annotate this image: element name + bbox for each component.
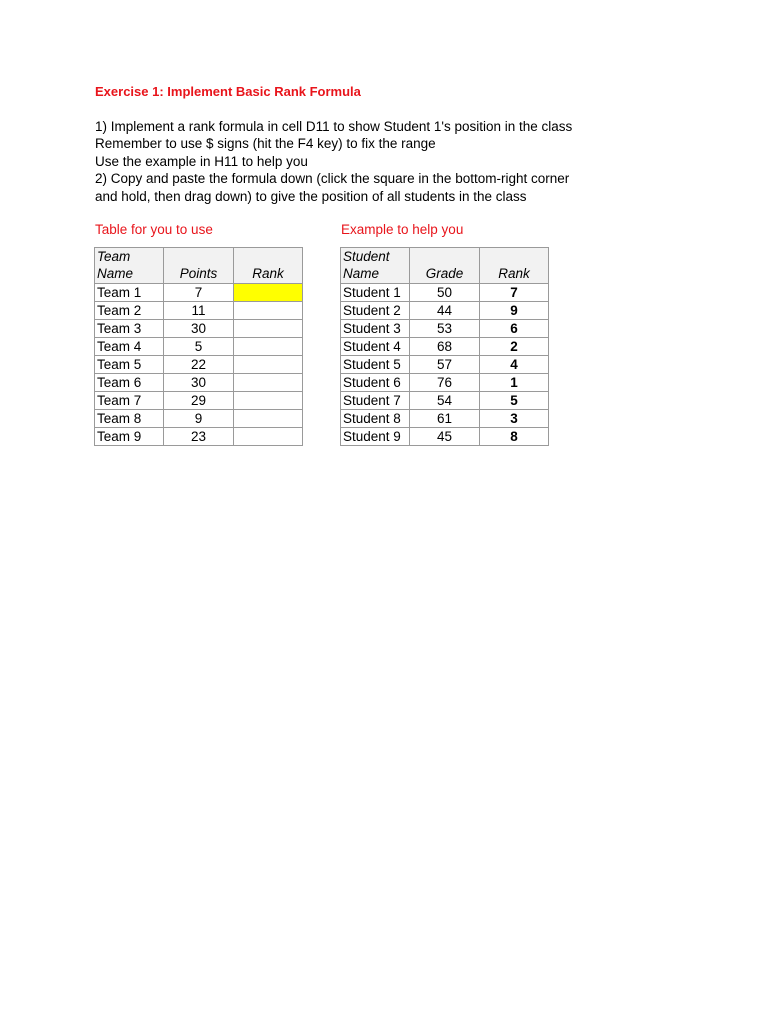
rank-cell[interactable]: 4 xyxy=(480,356,549,374)
instruction-line: 2) Copy and paste the formula down (click the square in the bottom-right corner xyxy=(95,171,570,187)
example-table-header-row xyxy=(341,248,549,284)
points-cell[interactable]: 29 xyxy=(164,392,234,410)
name-cell[interactable]: Team 4 xyxy=(95,338,164,356)
name-cell[interactable]: Team 2 xyxy=(95,302,164,320)
student-name-header[interactable]: Student Name xyxy=(341,248,410,284)
team-row xyxy=(95,320,303,338)
name-cell[interactable]: Team 1 xyxy=(95,284,164,302)
name-cell[interactable]: Student 9 xyxy=(341,428,410,446)
team-row xyxy=(95,338,303,356)
instructions xyxy=(95,118,572,205)
rank-cell[interactable] xyxy=(234,356,303,374)
team-row xyxy=(95,356,303,374)
grade-cell[interactable]: 50 xyxy=(410,284,480,302)
rank-cell[interactable]: 6 xyxy=(480,320,549,338)
team-row xyxy=(95,284,303,302)
points-cell[interactable]: 9 xyxy=(164,410,234,428)
rank-cell[interactable]: 5 xyxy=(480,392,549,410)
student-row xyxy=(341,374,549,392)
grade-header[interactable]: Grade xyxy=(410,248,480,284)
team-rank-header[interactable]: Rank xyxy=(234,248,303,284)
points-header[interactable]: Points xyxy=(164,248,234,284)
example-table-caption: Example to help you xyxy=(341,222,464,237)
rank-cell[interactable]: 8 xyxy=(480,428,549,446)
grade-cell[interactable]: 45 xyxy=(410,428,480,446)
grade-cell[interactable]: 54 xyxy=(410,392,480,410)
rank-cell[interactable] xyxy=(234,374,303,392)
name-cell[interactable]: Team 6 xyxy=(95,374,164,392)
points-cell[interactable]: 5 xyxy=(164,338,234,356)
instruction-line: and hold, then drag down) to give the position of all students in the class xyxy=(95,188,527,204)
name-cell[interactable]: Student 4 xyxy=(341,338,410,356)
rank-cell[interactable] xyxy=(234,302,303,320)
instruction-line: Remember to use $ signs (hit the F4 key) to fix the range xyxy=(95,136,436,152)
name-cell[interactable]: Student 7 xyxy=(341,392,410,410)
rank-cell[interactable]: 7 xyxy=(480,284,549,302)
student-row xyxy=(341,410,549,428)
instruction-line: 1) Implement a rank formula in cell D11 to show Student 1's position in the class xyxy=(95,119,573,134)
grade-cell[interactable]: 44 xyxy=(410,302,480,320)
name-cell[interactable]: Team 8 xyxy=(95,410,164,428)
student-row xyxy=(341,428,549,446)
rank-cell[interactable] xyxy=(234,428,303,446)
name-cell[interactable]: Team 5 xyxy=(95,356,164,374)
rank-cell[interactable]: 1 xyxy=(480,374,549,392)
name-cell[interactable]: Student 6 xyxy=(341,374,410,392)
name-cell[interactable]: Team 7 xyxy=(95,392,164,410)
rank-cell[interactable] xyxy=(234,338,303,356)
team-row xyxy=(95,392,303,410)
name-cell[interactable]: Student 1 xyxy=(341,284,410,302)
exercise-title: Exercise 1: Implement Basic Rank Formula xyxy=(95,84,361,99)
example-table xyxy=(340,247,549,446)
grade-cell[interactable]: 61 xyxy=(410,410,480,428)
student-row xyxy=(341,302,549,320)
team-row xyxy=(95,302,303,320)
points-cell[interactable]: 11 xyxy=(164,302,234,320)
student-row xyxy=(341,320,549,338)
points-cell[interactable]: 30 xyxy=(164,320,234,338)
name-cell[interactable]: Team 3 xyxy=(95,320,164,338)
name-cell[interactable]: Student 2 xyxy=(341,302,410,320)
grade-cell[interactable]: 57 xyxy=(410,356,480,374)
rank-cell[interactable] xyxy=(234,320,303,338)
student-row xyxy=(341,392,549,410)
student-row xyxy=(341,338,549,356)
rank-cell[interactable] xyxy=(234,392,303,410)
rank-cell[interactable] xyxy=(234,410,303,428)
points-cell[interactable]: 7 xyxy=(164,284,234,302)
name-cell[interactable]: Student 8 xyxy=(341,410,410,428)
team-table-caption: Table for you to use xyxy=(95,222,213,237)
rank-cell[interactable]: 3 xyxy=(480,410,549,428)
team-row xyxy=(95,410,303,428)
grade-cell[interactable]: 76 xyxy=(410,374,480,392)
grade-cell[interactable]: 68 xyxy=(410,338,480,356)
name-cell[interactable]: Student 3 xyxy=(341,320,410,338)
team-row xyxy=(95,374,303,392)
student-rank-header[interactable]: Rank xyxy=(480,248,549,284)
team-row xyxy=(95,428,303,446)
points-cell[interactable]: 23 xyxy=(164,428,234,446)
team-name-header[interactable]: Team Name xyxy=(95,248,164,284)
student-row xyxy=(341,284,549,302)
grade-cell[interactable]: 53 xyxy=(410,320,480,338)
team-table xyxy=(94,247,303,446)
rank-cell[interactable]: 2 xyxy=(480,338,549,356)
selected-rank-cell[interactable] xyxy=(234,284,303,302)
points-cell[interactable]: 22 xyxy=(164,356,234,374)
team-table-header-row xyxy=(95,248,303,284)
instruction-line: Use the example in H11 to help you xyxy=(95,153,308,169)
name-cell[interactable]: Student 5 xyxy=(341,356,410,374)
student-row xyxy=(341,356,549,374)
rank-cell[interactable]: 9 xyxy=(480,302,549,320)
name-cell[interactable]: Team 9 xyxy=(95,428,164,446)
points-cell[interactable]: 30 xyxy=(164,374,234,392)
